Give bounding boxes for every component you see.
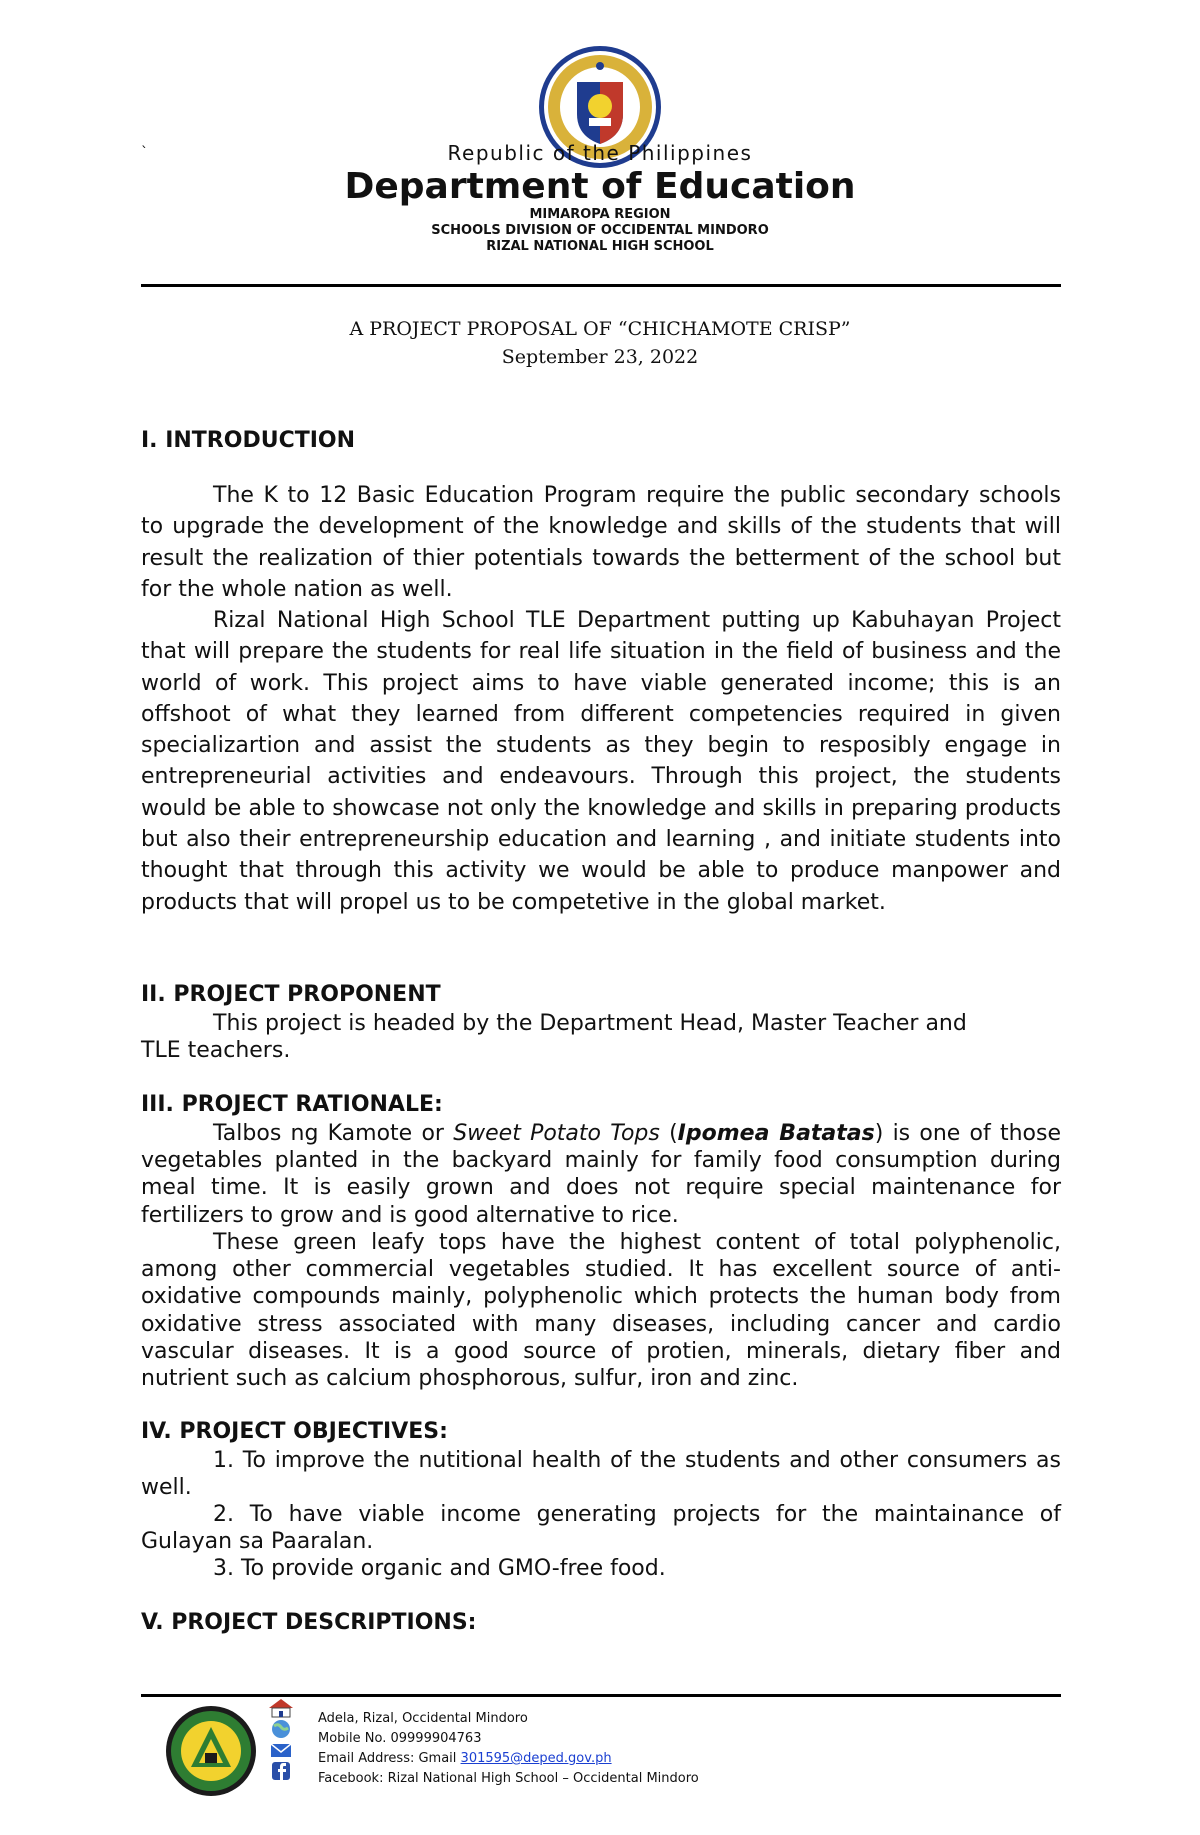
footer-email-link[interactable]: 301595@deped.gov.ph <box>460 1751 612 1766</box>
facebook-icon <box>268 1761 294 1781</box>
footer-facebook[interactable]: Facebook: Rizal National High School – Occidental Mindoro <box>318 1771 699 1786</box>
section-heading-introduction: I. INTRODUCTION <box>141 428 356 453</box>
rationale-paragraph-2: These green leafy tops have the highest content of total polyphenolic, among other commercial vegetables studied. It has excellent source of anti-oxidative compounds mainly, polyphenolic which protects the human body from oxidative stress associated with many diseases, including cancer and cardio vascular diseases. It is a good source of protien, minerals, dietary fiber and nutrient such as calcium phosphorous, sulfur, iron and zinc. <box>141 1230 1061 1392</box>
footer-divider <box>141 1694 1061 1697</box>
section-heading-rationale: III. PROJECT RATIONALE: <box>141 1092 443 1117</box>
proponent-paragraph: This project is headed by the Department Head, Master Teacher and TLE teachers. <box>141 1011 967 1064</box>
rationale-paragraph-1 <box>141 1120 1061 1229</box>
school-line: RIZAL NATIONAL HIGH SCHOOL <box>486 239 714 254</box>
rationale-text-c: ) is one of those vegetables planted in the backyard mainly for family food consumption during meal time. It is easily grown and does not require special maintenance for fertilizers to grow and is good alternative to rice. <box>141 1121 1061 1228</box>
republic-line: Republic of the Philippines <box>447 141 753 165</box>
rationale-text-b: ( <box>659 1121 678 1146</box>
objective-item: 2. To have viable income generating projects for the maintainance of Gulayan sa Paaralan. <box>141 1502 1061 1554</box>
header-divider <box>141 284 1061 287</box>
division-line: SCHOOLS DIVISION OF OCCIDENTAL MINDORO <box>431 223 769 238</box>
email-icon <box>268 1740 294 1760</box>
globe-icon <box>268 1719 294 1739</box>
rationale-common-name: Sweet Potato Tops <box>453 1121 660 1146</box>
rationale-text-a: Talbos ng Kamote or <box>213 1121 454 1146</box>
footer-address: Adela, Rizal, Occidental Mindoro <box>318 1711 528 1726</box>
section-heading-objectives: IV. PROJECT OBJECTIVES: <box>141 1419 448 1444</box>
stray-mark: ` <box>141 145 148 161</box>
section-heading-proponent: II. PROJECT PROPONENT <box>141 982 441 1007</box>
footer-email-label: Email Address: Gmail <box>318 1751 461 1766</box>
footer-mobile: Mobile No. 09999904763 <box>318 1731 482 1746</box>
intro-paragraph-2: Rizal National High School TLE Department putting up Kabuhayan Project that will prepare the students for real life situation in the field of business and the world of work. This project aims to have viable generated income; this is an offshoot of what they learned from different competencies required in given specializartion and assist the students as they begin to resposibly engage in entrepreneurial activities and endeavours. Through this project, the students would be able to showcase not only the knowledge and skills in preparing products but also their entrepreneurship education and learning , and initiate students into thought that through this activity we would be able to produce manpower and products that will propel us to be competetive in the global market. <box>141 608 1061 915</box>
proposal-title: A PROJECT PROPOSAL OF “CHICHAMOTE CRISP” <box>349 318 851 340</box>
house-icon <box>268 1698 294 1718</box>
proposal-date: September 23, 2022 <box>501 346 699 368</box>
region-line: MIMAROPA REGION <box>529 207 671 222</box>
rationale-scientific-name: Ipomea Batatas <box>677 1121 875 1146</box>
school-logo <box>165 1705 257 1797</box>
intro-paragraph-1: The K to 12 Basic Education Program require the public secondary schools to upgrade the development of the knowledge and skills of the students that will result the realization of thier potentials towards the betterment of the school but for the whole nation as well. <box>141 483 1061 602</box>
footer-email <box>318 1751 612 1766</box>
objective-item: 3. To provide organic and GMO-free food. <box>213 1556 666 1581</box>
department-title: Department of Education <box>344 166 856 207</box>
objective-item: 1. To improve the nutitional health of the students and other consumers as well. <box>141 1448 1061 1500</box>
section-heading-descriptions: V. PROJECT DESCRIPTIONS: <box>141 1610 477 1635</box>
